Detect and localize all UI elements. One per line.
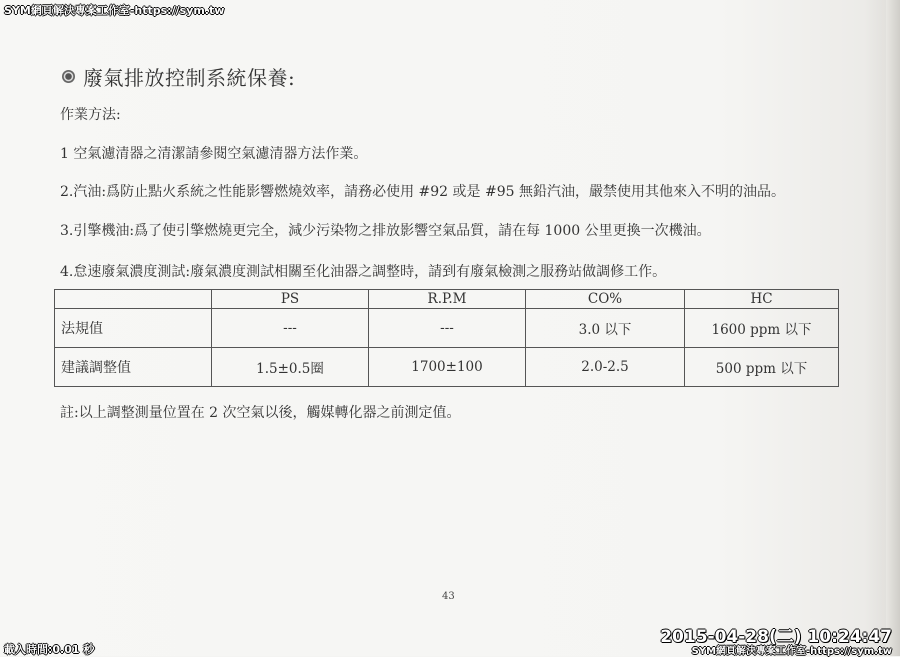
step-2: 2.汽油:爲防止點火系統之性能影響燃燒效率，請務必使用 #92 或是 #95 無鉛汽油，嚴禁使用其他來入不明的油品。 — [60, 184, 785, 200]
table-cell: 3.0 以下 — [526, 309, 685, 348]
row-label-regulation: 法規值 — [55, 309, 212, 348]
page-number: 43 — [442, 591, 455, 602]
table-cell: 1.5±0.5圈 — [212, 348, 369, 387]
load-time: 載入時間:0.01 秒 — [4, 643, 95, 656]
bottom-watermark: SYM網頁解決專案工作室-https://sym.tw — [691, 646, 892, 657]
table-cell: --- — [369, 309, 526, 348]
step-3: 3.引擎機油:爲了使引擎燃燒更完全，減少污染物之排放影響空氣品質，請在每 1000 公里更換一次機油。 — [60, 223, 711, 239]
table-cell: 1700±100 — [369, 348, 526, 387]
heading-text: 廢氣排放控制系統保養: — [83, 66, 296, 90]
bullet-icon — [62, 70, 75, 83]
table-cell: 2.0-2.5 — [526, 348, 685, 387]
table-cell: 1600 ppm 以下 — [685, 309, 839, 348]
row-label-recommended: 建議調整值 — [55, 348, 212, 387]
table-header-row — [55, 290, 839, 309]
table-header-hc: HC — [685, 290, 839, 309]
table-header-ps: PS — [212, 290, 369, 309]
timestamp: 2015-04-28(二) 10:24:47 — [660, 627, 892, 647]
page-edge-shadow — [886, 0, 900, 656]
table-row — [55, 309, 839, 348]
table-cell: --- — [212, 309, 369, 348]
table-header-co: CO% — [526, 290, 685, 309]
method-label: 作業方法: — [60, 107, 121, 123]
table-row — [55, 348, 839, 387]
step-1: 1 空氣濾清器之清潔請參閱空氣濾清器方法作業。 — [60, 146, 368, 162]
emission-spec-table — [54, 289, 839, 387]
step-4: 4.怠速廢氣濃度測試:廢氣濃度測試相關至化油器之調整時，請到有廢氣檢測之服務站做調修工作。 — [60, 264, 667, 280]
table-cell: 500 ppm 以下 — [685, 348, 839, 387]
table-header-rpm: R.P.M — [369, 290, 526, 309]
footnote: 註:以上調整測量位置在 2 次空氣以後，觸媒轉化器之前測定值。 — [60, 405, 461, 421]
top-watermark: SYM網頁解決專案工作室-https://sym.tw — [4, 4, 225, 17]
table-header-blank — [55, 290, 212, 309]
section-heading — [62, 62, 295, 91]
